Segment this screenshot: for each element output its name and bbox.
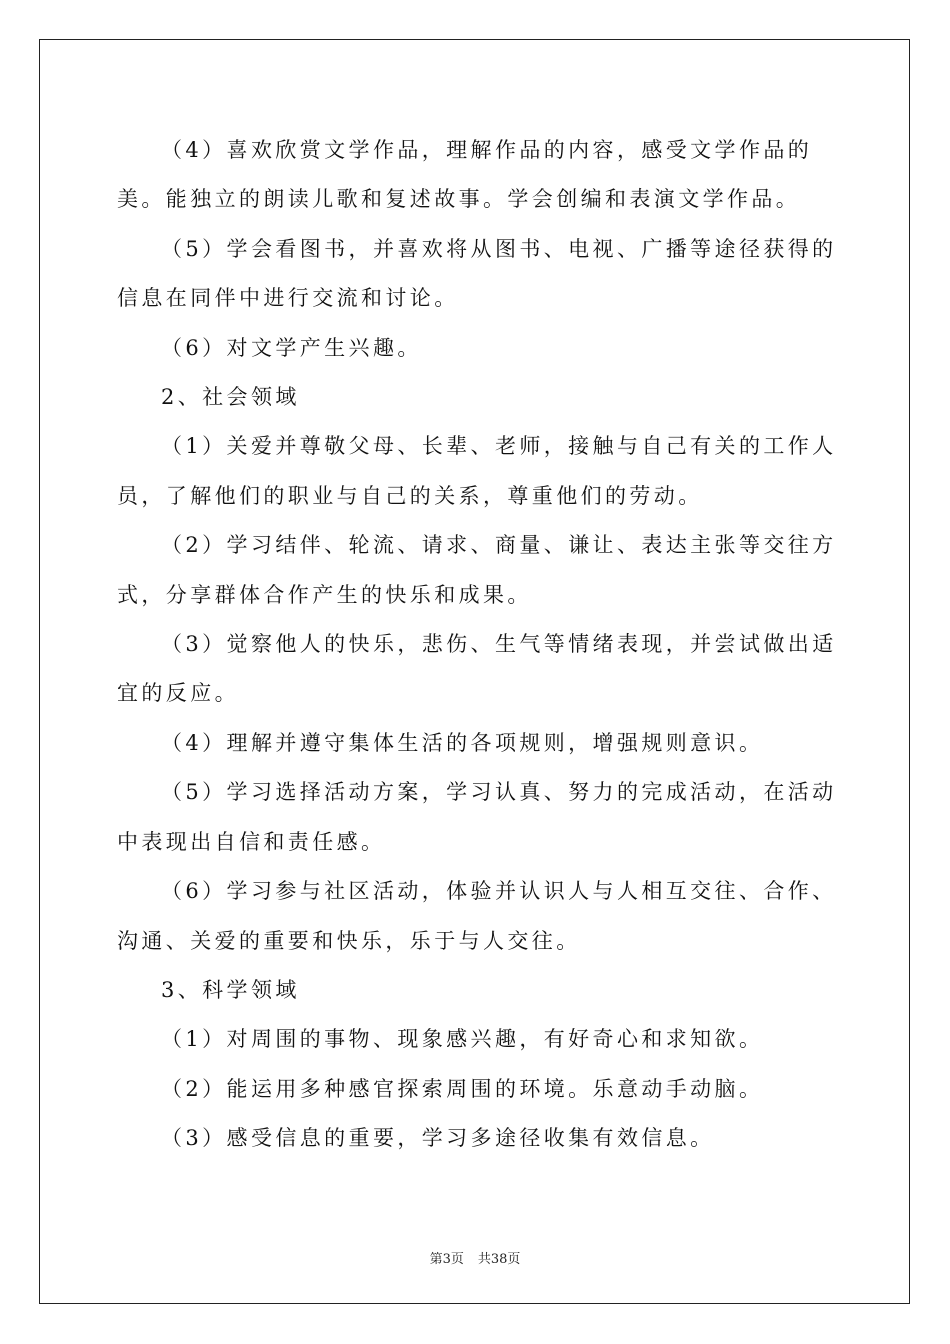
paragraph: （2）能运用多种感官探索周围的环境。乐意动手动脑。 [161, 1076, 764, 1101]
section-heading: 2、社会领域 [161, 385, 300, 410]
paragraph: （4）喜欢欣赏文学作品，理解作品的内容，感受文学作品的美。能独立的朗读儿歌和复述故事。学会创编和表演文学作品。 [117, 138, 813, 212]
paragraph: （5）学会看图书，并喜欢将从图书、电视、广播等途径获得的信息在同伴中进行交流和讨论。 [117, 236, 837, 311]
paragraph: （6）对文学产生兴趣。 [161, 335, 422, 360]
page-number: 第3页 [429, 1252, 464, 1267]
document-body [117, 126, 837, 1164]
paragraph: （3）感受信息的重要，学习多途径收集有效信息。 [161, 1126, 715, 1151]
paragraph: （6）学习参与社区活动，体验并认识人与人相互交往、合作、沟通、关爱的重要和快乐，乐于与人交往。 [117, 879, 837, 953]
paragraph: （1）对周围的事物、现象感兴趣，有好奇心和求知欲。 [161, 1027, 764, 1052]
total-pages: 共38页 [477, 1252, 521, 1267]
page-footer [0, 1248, 950, 1267]
paragraph: （4）理解并遵守集体生活的各项规则，增强规则意识。 [161, 730, 764, 755]
paragraph: （3）觉察他人的快乐，悲伤、生气等情绪表现，并尝试做出适宜的反应。 [117, 632, 837, 706]
section-heading: 3、科学领域 [161, 977, 300, 1002]
paragraph: （1）关爱并尊敬父母、长辈、老师，接触与自己有关的工作人员，了解他们的职业与自己的关系，尊重他们的劳动。 [117, 434, 837, 508]
paragraph: （2）学习结伴、轮流、请求、商量、谦让、表达主张等交往方式，分享群体合作产生的快乐和成果。 [117, 533, 837, 607]
paragraph: （5）学习选择活动方案，学习认真、努力的完成活动，在活动中表现出自信和责任感。 [117, 780, 837, 854]
